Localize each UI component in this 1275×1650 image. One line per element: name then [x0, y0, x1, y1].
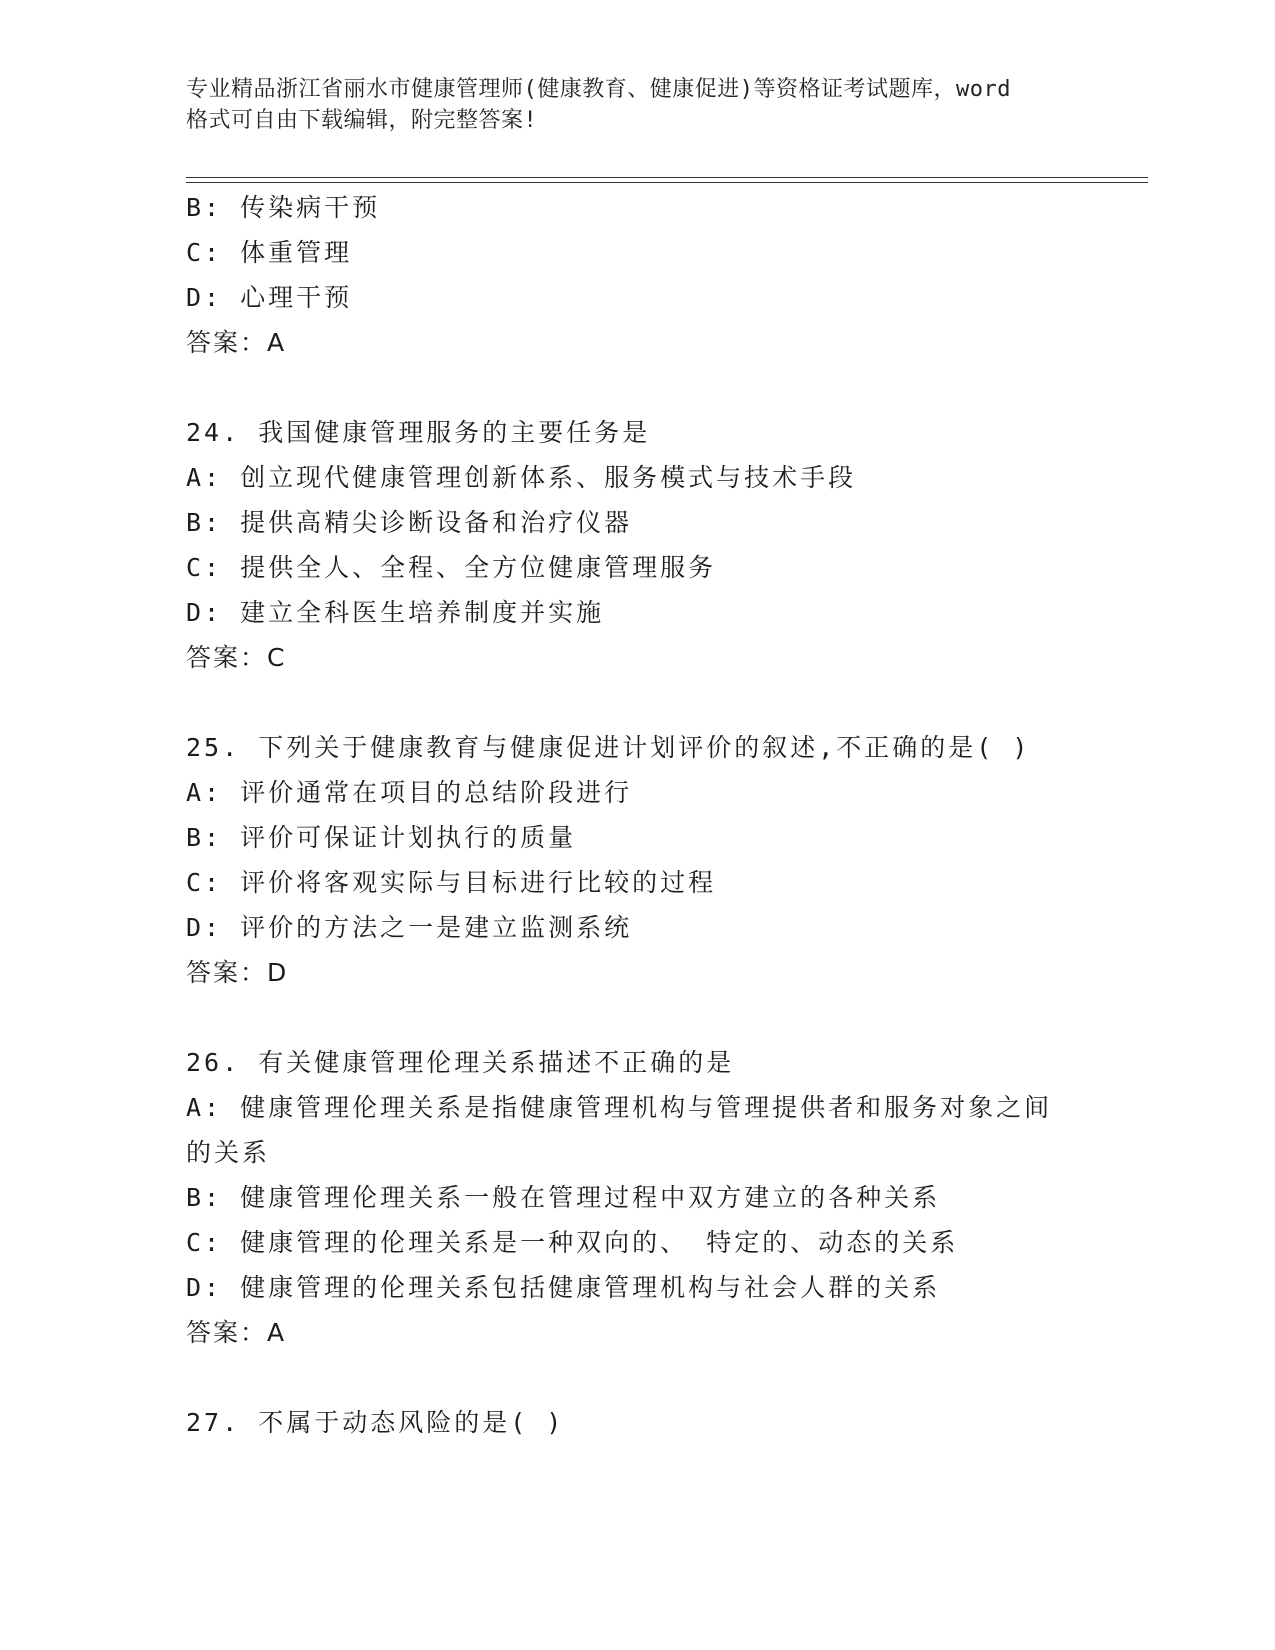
q25-answer: 答案：D [186, 958, 289, 987]
q26-question: 26. 有关健康管理伦理关系描述不正确的是 [186, 1048, 735, 1077]
q24-option-d: D: 建立全科医生培养制度并实施 [186, 598, 605, 627]
q25-option-d: D: 评价的方法之一是建立监测系统 [186, 913, 633, 942]
q23-answer: 答案：A [186, 328, 287, 357]
header-line-2: 格式可自由下载编辑，附完整答案! [186, 108, 538, 133]
q26-option-b: B: 健康管理伦理关系一般在管理过程中双方建立的各种关系 [186, 1183, 941, 1212]
q23-option-b: B: 传染病干预 [186, 193, 381, 222]
q25-question: 25. 下列关于健康教育与健康促进计划评价的叙述,不正确的是( ) [186, 733, 1031, 762]
q24-answer: 答案：C [186, 643, 287, 672]
q24-option-c: C: 提供全人、全程、全方位健康管理服务 [186, 553, 717, 582]
q23-option-c: C: 体重管理 [186, 238, 353, 267]
q23-option-d: D: 心理干预 [186, 283, 353, 312]
q26-option-d: D: 健康管理的伦理关系包括健康管理机构与社会人群的关系 [186, 1273, 941, 1302]
q26-option-a-line-2: 的关系 [186, 1138, 271, 1167]
q26-option-a-line-1: A: 健康管理伦理关系是指健康管理机构与管理提供者和服务对象之间 [186, 1093, 1053, 1122]
q26-answer: 答案：A [186, 1318, 287, 1347]
q25-option-a: A: 评价通常在项目的总结阶段进行 [186, 778, 633, 807]
header-line-1: 专业精品浙江省丽水市健康管理师(健康教育、健康促进)等资格证考试题库，word [186, 77, 1011, 102]
q24-option-a: A: 创立现代健康管理创新体系、服务模式与技术手段 [186, 463, 857, 492]
q24-option-b: B: 提供高精尖诊断设备和治疗仪器 [186, 508, 633, 537]
q24-question: 24. 我国健康管理服务的主要任务是 [186, 418, 651, 447]
page-header [186, 74, 1086, 136]
q27-question: 27. 不属于动态风险的是( ) [186, 1408, 565, 1437]
header-divider-bottom [186, 182, 1148, 183]
q25-option-c: C: 评价将客观实际与目标进行比较的过程 [186, 868, 717, 897]
q26-option-c: C: 健康管理的伦理关系是一种双向的、 特定的、动态的关系 [186, 1228, 959, 1257]
q25-option-b: B: 评价可保证计划执行的质量 [186, 823, 577, 852]
header-divider-top [186, 177, 1148, 178]
